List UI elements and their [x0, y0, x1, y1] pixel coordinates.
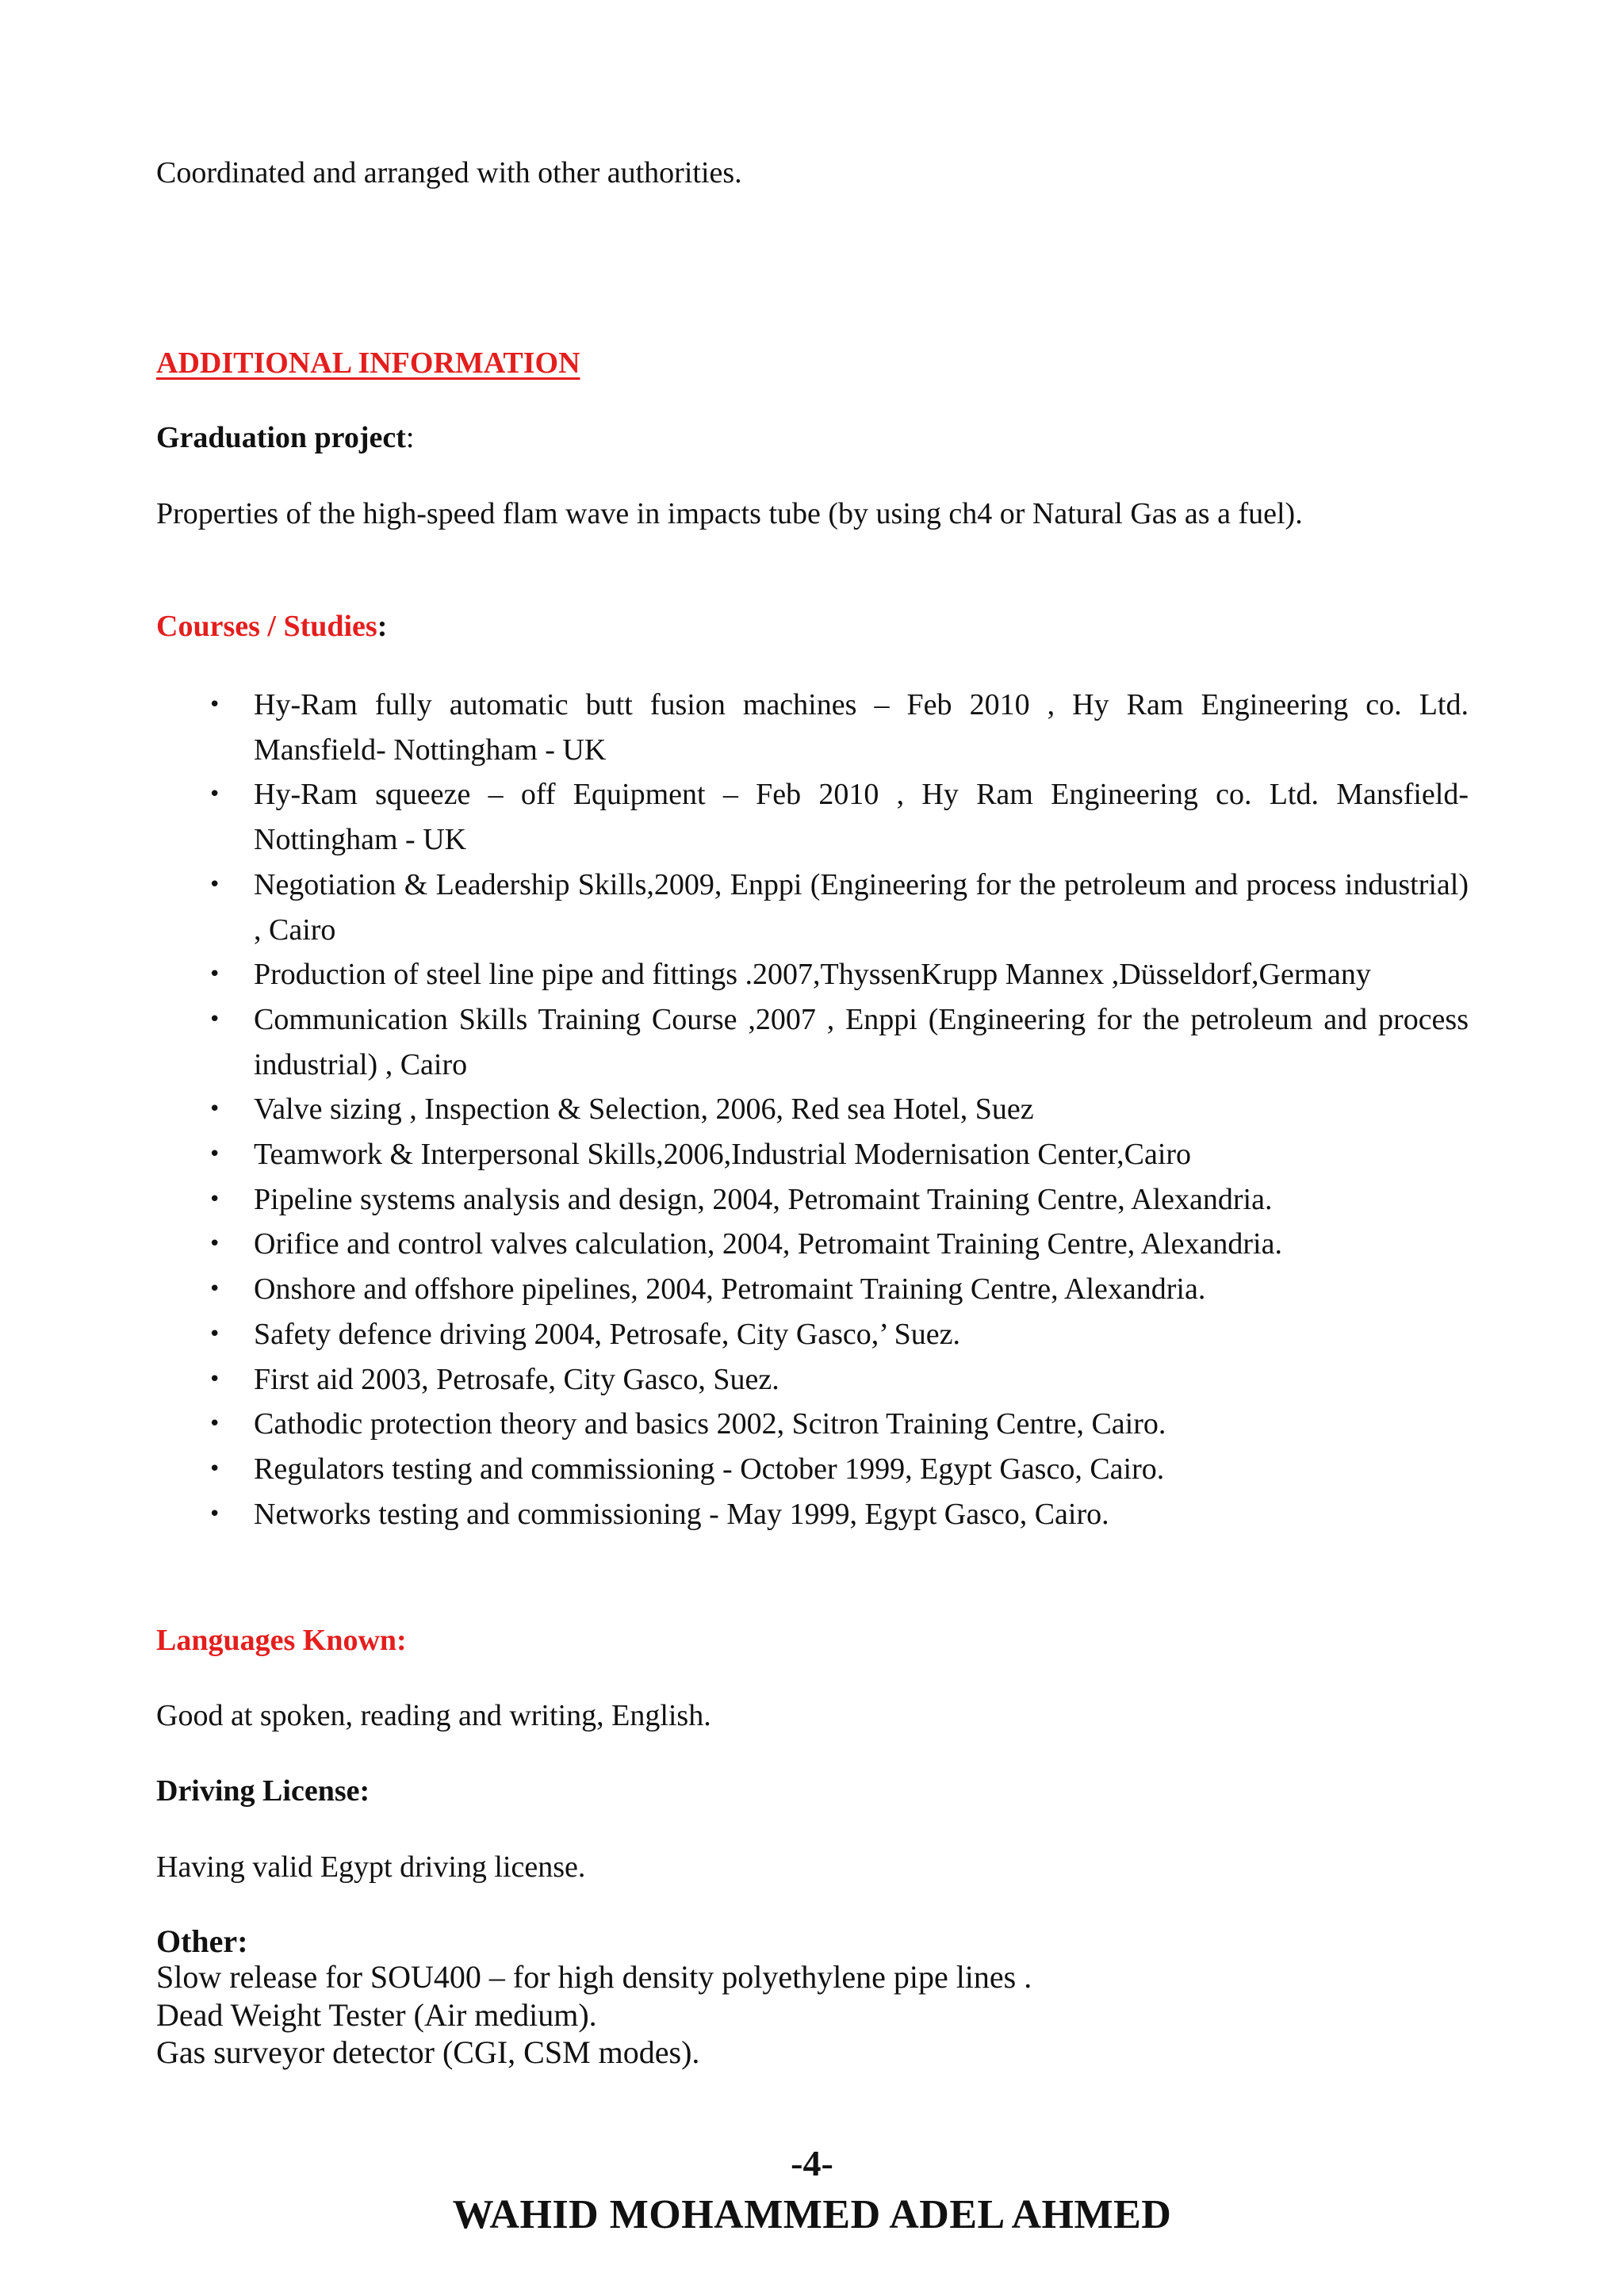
list-item	[156, 1312, 1469, 1357]
list-item	[156, 1177, 1469, 1223]
course-text: Production of steel line pipe and fittings .2007,ThyssenKrupp Mannex ,Düsseldorf,Germany	[254, 958, 1371, 992]
courses-heading	[156, 607, 387, 645]
other-line: Gas surveyor detector (CGI, CSM modes).	[156, 2034, 700, 2070]
graduation-project-colon: :	[405, 421, 415, 454]
other-line: Dead Weight Tester (Air medium).	[156, 1996, 597, 2033]
languages-heading: Languages Known:	[156, 1624, 407, 1657]
courses-heading-colon: :	[377, 610, 388, 643]
list-item	[156, 952, 1469, 997]
course-text: Cathodic protection theory and basics 2002, Scitron Training Centre, Cairo.	[254, 1407, 1166, 1441]
list-item	[156, 772, 1469, 862]
bullet-icon: •	[209, 1322, 221, 1346]
bullet-icon: •	[209, 1232, 221, 1257]
intro-text: Coordinated and arranged with other authorities.	[156, 156, 742, 189]
list-item	[156, 1132, 1469, 1177]
other-line: Slow release for SOU400 – for high density polyethylene pipe lines .	[156, 1959, 1032, 1995]
course-text: Pipeline systems analysis and design, 2004, Petromaint Training Centre, Alexandria.	[254, 1182, 1273, 1216]
course-text: Teamwork & Interpersonal Skills,2006,Industrial Modernisation Center,Cairo	[254, 1138, 1192, 1172]
bullet-icon: •	[209, 1412, 221, 1437]
bullet-icon: •	[209, 962, 221, 987]
bullet-icon: •	[209, 1456, 221, 1481]
course-text: Valve sizing , Inspection & Selection, 2006, Red sea Hotel, Suez	[254, 1093, 1034, 1127]
courses-list	[156, 683, 1469, 1536]
course-text: Orifice and control valves calculation, 2004, Petromaint Training Centre, Alexandria.	[254, 1227, 1282, 1261]
bullet-icon: •	[209, 1097, 221, 1122]
course-text: First aid 2003, Petrosafe, City Gasco, Suez.	[254, 1362, 779, 1396]
footer-name: WAHID MOHAMMED ADEL AHMED	[452, 2192, 1172, 2237]
bullet-icon: •	[209, 783, 221, 807]
course-text: Communication Skills Training Course ,2007 , Enppi (Engineering for the petroleum and process industrial) , Cairo	[254, 1002, 1469, 1081]
list-item	[156, 1492, 1469, 1537]
other-lines	[156, 1958, 1032, 2072]
driving-license-text: Having valid Egypt driving license.	[156, 1850, 586, 1884]
list-item	[156, 1402, 1469, 1447]
bullet-icon: •	[209, 1007, 221, 1031]
bullet-icon: •	[209, 1277, 221, 1302]
bullet-icon: •	[209, 872, 221, 897]
graduation-project-text: Properties of the high-speed flam wave in impacts tube (by using ch4 or Natural Gas as a fuel).	[156, 497, 1303, 530]
course-text: Hy-Ram squeeze – off Equipment – Feb 2010 , Hy Ram Engineering co. Ltd. Mansfield- Nottingham - UK	[254, 778, 1469, 857]
course-text: Negotiation & Leadership Skills,2009, Enppi (Engineering for the petroleum and process industrial) , Cairo	[254, 867, 1469, 947]
list-item	[156, 1222, 1469, 1267]
course-text: Hy-Ram fully automatic butt fusion machines – Feb 2010 , Hy Ram Engineering co. Ltd. Mansfield- Nottingham - UK	[254, 688, 1469, 767]
bullet-icon: •	[209, 1502, 221, 1526]
driving-license-heading: Driving License:	[156, 1774, 370, 1808]
list-item	[156, 1267, 1469, 1312]
languages-text: Good at spoken, reading and writing, English.	[156, 1699, 711, 1732]
graduation-project-label	[156, 419, 414, 457]
list-item	[156, 997, 1469, 1087]
bullet-icon: •	[209, 693, 221, 717]
graduation-project-title: Graduation project	[156, 421, 406, 454]
list-item	[156, 683, 1469, 772]
course-text: Safety defence driving 2004, Petrosafe, City Gasco,’ Suez.	[254, 1317, 960, 1351]
course-text: Onshore and offshore pipelines, 2004, Petromaint Training Centre, Alexandria.	[254, 1272, 1206, 1307]
course-text: Regulators testing and commissioning - October 1999, Egypt Gasco, Cairo.	[254, 1452, 1165, 1486]
bullet-icon: •	[209, 1142, 221, 1167]
page-number: -4-	[791, 2143, 833, 2183]
course-text: Networks testing and commissioning - May 1999, Egypt Gasco, Cairo.	[254, 1497, 1109, 1531]
list-item	[156, 1357, 1469, 1402]
list-item	[156, 1447, 1469, 1492]
list-item	[156, 1087, 1469, 1132]
bullet-icon: •	[209, 1367, 221, 1391]
additional-information-heading: ADDITIONAL INFORMATION	[156, 346, 580, 380]
bullet-icon: •	[209, 1187, 221, 1211]
list-item	[156, 863, 1469, 952]
courses-heading-title: Courses / Studies	[156, 610, 377, 643]
other-heading: Other:	[156, 1923, 248, 1959]
